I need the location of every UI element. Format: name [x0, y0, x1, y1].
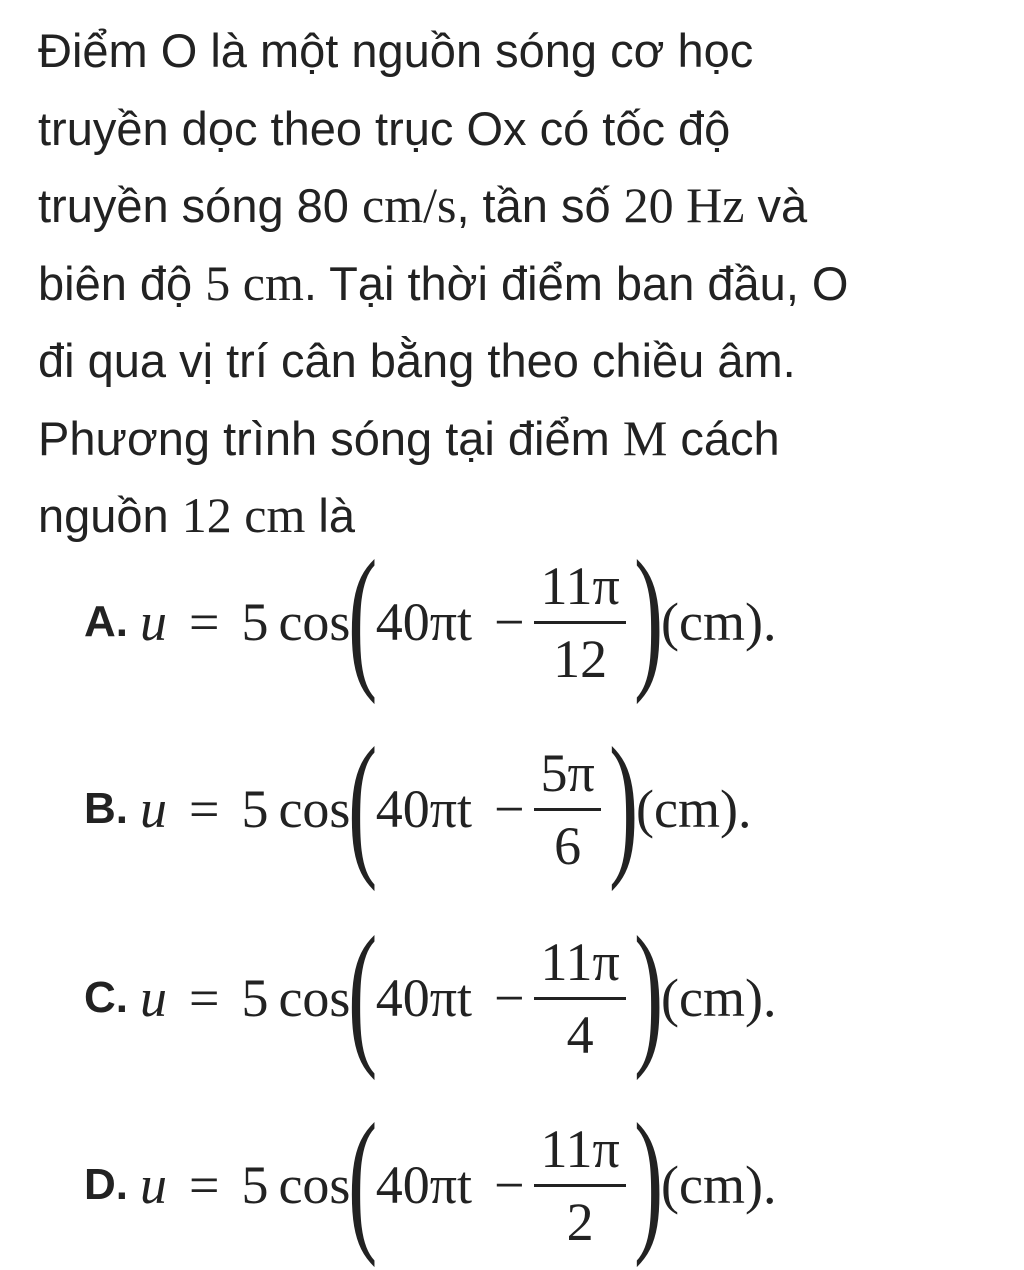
equation-variable: u — [140, 968, 167, 1028]
unit-label: (cm). — [636, 779, 752, 839]
distance-value: 12 cm — [181, 487, 306, 543]
right-paren: ) — [633, 527, 664, 705]
right-paren: ) — [633, 1090, 664, 1268]
unit-cm-per-s: cm/s — [362, 177, 457, 233]
option-letter: B. — [84, 784, 128, 833]
question-line-6: Phương trình sóng tại điểm M cách — [38, 409, 780, 466]
left-paren: ( — [348, 1090, 378, 1268]
phase-argument: 40πt — [375, 1155, 473, 1215]
amplitude: 5 — [241, 968, 269, 1028]
minus-sign: − — [494, 1155, 525, 1215]
equals-sign: = — [189, 968, 220, 1028]
left-paren: ( — [348, 903, 378, 1081]
fraction-numerator: 5π — [540, 742, 595, 803]
cos-function: cos — [278, 592, 351, 652]
cos-function: cos — [278, 1155, 351, 1215]
equation-variable: u — [140, 779, 167, 839]
unit-label: (cm). — [661, 968, 777, 1028]
phase-fraction — [534, 742, 600, 877]
frequency-value: 20 Hz — [623, 177, 745, 233]
phase-fraction — [534, 555, 625, 690]
question-line-2: truyền dọc theo trục Ox có tốc độ — [38, 101, 731, 155]
option-a[interactable] — [84, 527, 777, 707]
phase-argument: 40πt — [375, 592, 473, 652]
left-paren: ( — [348, 714, 378, 892]
question-line-3: truyền sóng 80 cm/s, tần số 20 Hz và — [38, 177, 808, 233]
question-line-7: nguồn 12 cm là — [38, 487, 355, 543]
fraction-bar — [534, 621, 625, 624]
phase-fraction — [534, 931, 625, 1066]
fraction-denominator: 4 — [566, 1004, 594, 1065]
fraction-numerator: 11π — [540, 555, 620, 616]
fraction-bar — [534, 808, 600, 811]
left-paren: ( — [348, 527, 378, 705]
amplitude-value: 5 cm — [205, 254, 304, 311]
phase-argument: 40πt — [375, 968, 473, 1028]
minus-sign: − — [494, 968, 525, 1028]
option-b[interactable] — [84, 714, 752, 894]
fraction-bar — [534, 1184, 625, 1187]
amplitude: 5 — [241, 779, 269, 839]
cos-function: cos — [278, 968, 351, 1028]
unit-label: (cm). — [661, 592, 777, 652]
question-text — [38, 12, 998, 555]
unit-label: (cm). — [661, 1155, 777, 1215]
question-line-4: biên độ 5 cm. Tại thời điểm ban đầu, O — [38, 254, 849, 311]
fraction-denominator: 2 — [566, 1191, 594, 1252]
question-line-1: Điểm O là một nguồn sóng cơ học — [38, 24, 754, 77]
amplitude: 5 — [241, 592, 269, 652]
fraction-denominator: 6 — [554, 815, 582, 876]
option-letter: A. — [84, 597, 128, 646]
phase-fraction — [534, 1118, 625, 1253]
minus-sign: − — [494, 592, 525, 652]
fraction-denominator: 12 — [553, 628, 608, 689]
equals-sign: = — [189, 779, 220, 839]
equation-variable: u — [140, 1155, 167, 1215]
equals-sign: = — [189, 1155, 220, 1215]
amplitude: 5 — [241, 1155, 269, 1215]
option-letter: C. — [84, 973, 128, 1022]
question-line-5: đi qua vị trí cân bằng theo chiều âm. — [38, 334, 796, 387]
fraction-numerator: 11π — [540, 1118, 620, 1179]
option-letter: D. — [84, 1160, 128, 1209]
right-paren: ) — [608, 714, 639, 892]
option-d[interactable] — [84, 1090, 777, 1270]
fraction-numerator: 11π — [540, 931, 620, 992]
phase-argument: 40πt — [375, 779, 473, 839]
fraction-bar — [534, 997, 625, 1000]
option-c[interactable] — [84, 903, 777, 1083]
equals-sign: = — [189, 592, 220, 652]
equation-variable: u — [140, 592, 167, 652]
minus-sign: − — [494, 779, 525, 839]
point-m: M — [622, 409, 668, 466]
right-paren: ) — [633, 903, 664, 1081]
cos-function: cos — [278, 779, 351, 839]
